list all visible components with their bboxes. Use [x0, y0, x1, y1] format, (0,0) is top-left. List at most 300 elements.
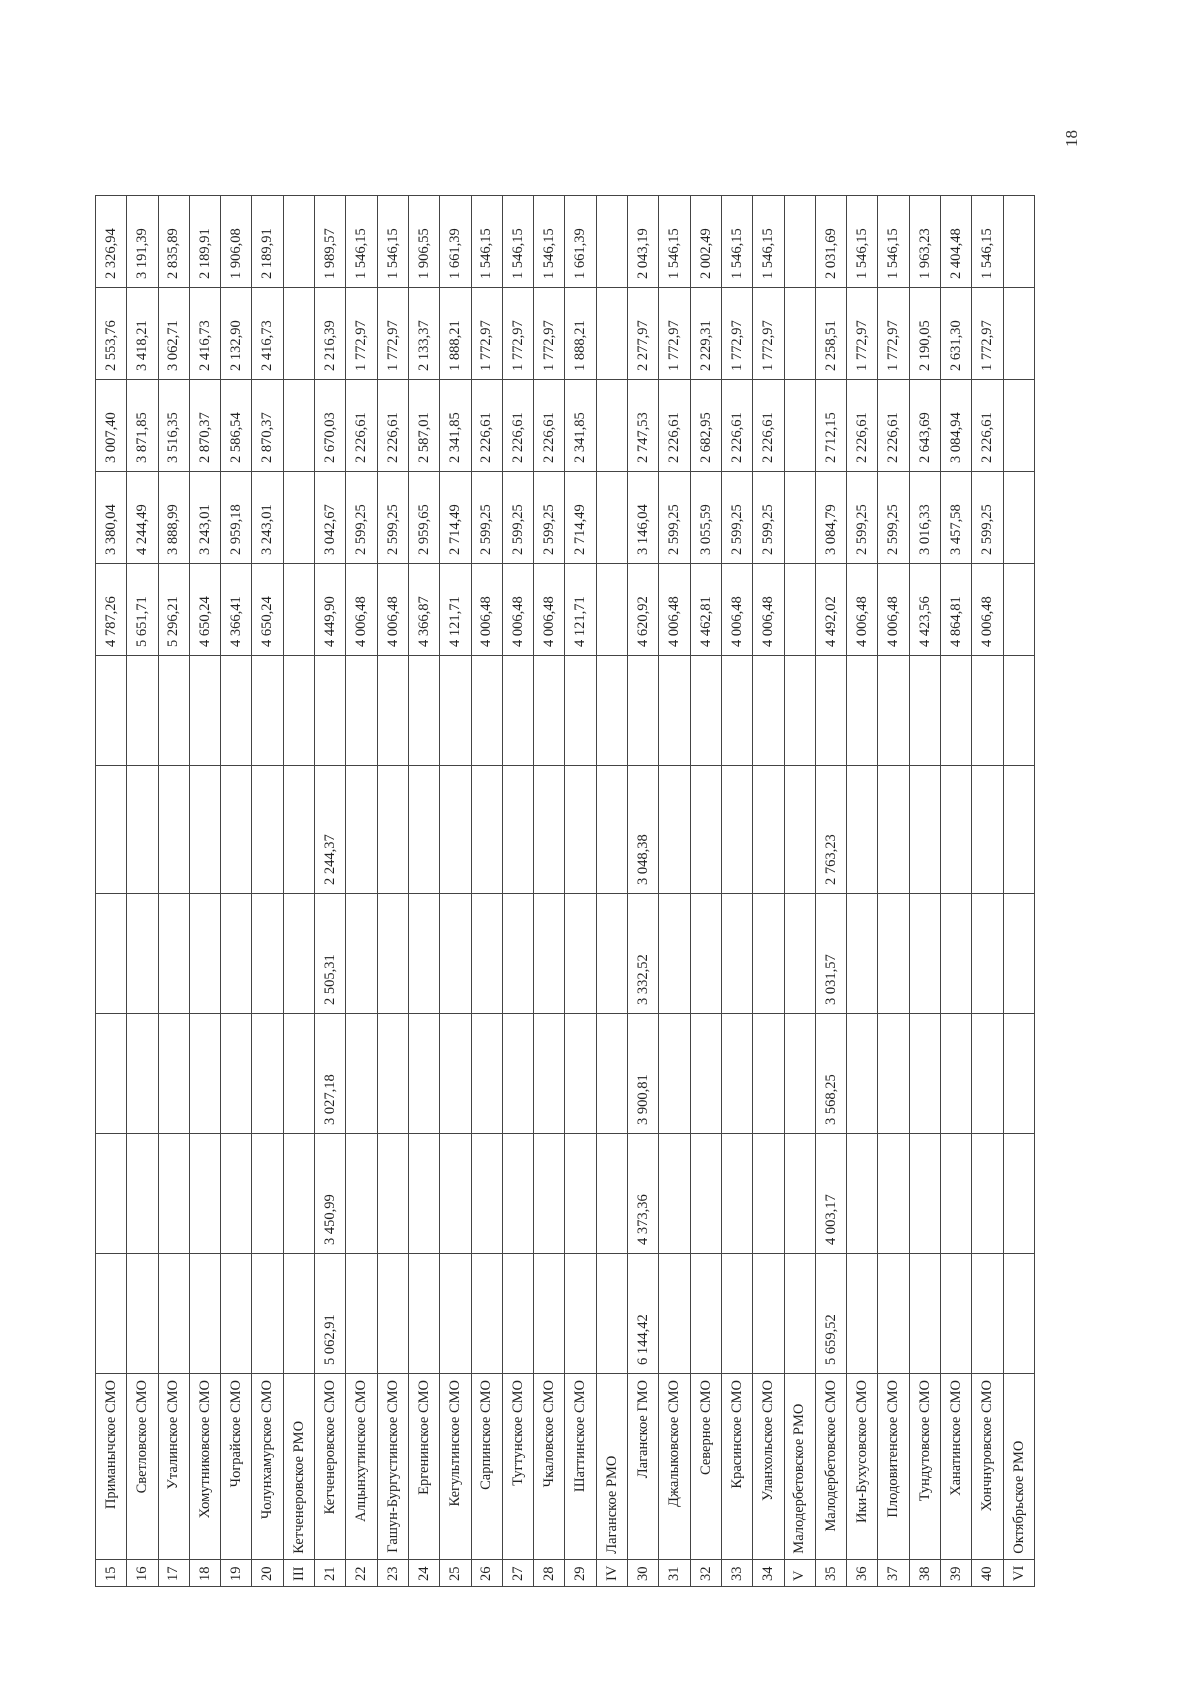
- value-cell: 3 888,99: [158, 472, 189, 564]
- value-cell: [596, 380, 627, 472]
- row-number: 34: [753, 1559, 784, 1586]
- value-cell: 2 599,25: [878, 472, 909, 564]
- value-cell: [440, 1254, 471, 1374]
- value-cell: [283, 564, 314, 656]
- table-row: [96, 196, 127, 1587]
- value-cell: 2 870,37: [189, 380, 220, 472]
- value-cell: [252, 1134, 283, 1254]
- value-cell: 4 006,48: [878, 564, 909, 656]
- value-cell: 3 146,04: [628, 472, 659, 564]
- row-number: 36: [847, 1559, 878, 1586]
- value-cell: [628, 656, 659, 766]
- row-number: 27: [502, 1559, 533, 1586]
- value-cell: [471, 894, 502, 1014]
- value-cell: [502, 1014, 533, 1134]
- value-cell: 1 546,15: [753, 196, 784, 288]
- municipality-name: Чолунхамурское СМО: [252, 1374, 283, 1560]
- value-cell: 1 963,23: [909, 196, 940, 288]
- value-cell: 2 599,25: [534, 472, 565, 564]
- value-cell: [283, 766, 314, 894]
- row-number: 37: [878, 1559, 909, 1586]
- table-row: [690, 196, 721, 1587]
- row-number: 32: [690, 1559, 721, 1586]
- table-row: [878, 196, 909, 1587]
- value-cell: [127, 766, 158, 894]
- value-cell: 2 226,61: [753, 380, 784, 472]
- row-number: 39: [941, 1559, 972, 1586]
- value-cell: [596, 564, 627, 656]
- value-cell: 1 772,97: [471, 288, 502, 380]
- value-cell: [784, 1014, 815, 1134]
- value-cell: [471, 766, 502, 894]
- value-cell: 4 423,56: [909, 564, 940, 656]
- municipality-name: Хомутниковское СМО: [189, 1374, 220, 1560]
- table-row: [221, 196, 252, 1587]
- value-cell: [972, 656, 1003, 766]
- value-cell: 4 006,48: [471, 564, 502, 656]
- value-cell: [847, 1134, 878, 1254]
- value-cell: [189, 766, 220, 894]
- row-number: 18: [189, 1559, 220, 1586]
- value-cell: [690, 766, 721, 894]
- value-cell: 2 031,69: [815, 196, 846, 288]
- value-cell: [1003, 1254, 1034, 1374]
- district-name: Кетченеровское РМО: [283, 1374, 314, 1560]
- value-cell: 2 404,48: [941, 196, 972, 288]
- table-row: [565, 196, 596, 1587]
- value-cell: 2 670,03: [315, 380, 346, 472]
- value-cell: 3 016,33: [909, 472, 940, 564]
- table-group-row: [283, 196, 314, 1587]
- value-cell: [346, 766, 377, 894]
- value-cell: [283, 288, 314, 380]
- table-row: [847, 196, 878, 1587]
- value-cell: 1 772,97: [721, 288, 752, 380]
- value-cell: [1003, 288, 1034, 380]
- value-cell: [1003, 380, 1034, 472]
- value-cell: [408, 1254, 439, 1374]
- row-number: 38: [909, 1559, 940, 1586]
- row-number: 23: [377, 1559, 408, 1586]
- value-cell: [408, 894, 439, 1014]
- value-cell: 2 712,15: [815, 380, 846, 472]
- table-row: [628, 196, 659, 1587]
- value-cell: 4 366,87: [408, 564, 439, 656]
- table-row: [252, 196, 283, 1587]
- value-cell: 1 772,97: [502, 288, 533, 380]
- value-cell: 1 661,39: [440, 196, 471, 288]
- value-cell: 4 449,90: [315, 564, 346, 656]
- value-cell: 3 332,52: [628, 894, 659, 1014]
- row-number: 35: [815, 1559, 846, 1586]
- value-cell: 1 546,15: [721, 196, 752, 288]
- value-cell: 3 243,01: [189, 472, 220, 564]
- value-cell: 4 787,26: [96, 564, 127, 656]
- row-number: 16: [127, 1559, 158, 1586]
- value-cell: [941, 894, 972, 1014]
- value-cell: [596, 766, 627, 894]
- value-cell: [784, 472, 815, 564]
- municipality-name: Ханатинское СМО: [941, 1374, 972, 1560]
- district-name: Малодербетовское РМО: [784, 1374, 815, 1560]
- value-cell: 3 042,67: [315, 472, 346, 564]
- value-cell: [346, 1014, 377, 1134]
- value-cell: [753, 894, 784, 1014]
- value-cell: [784, 656, 815, 766]
- value-cell: [659, 1134, 690, 1254]
- value-cell: 2 132,90: [221, 288, 252, 380]
- value-cell: [346, 1134, 377, 1254]
- value-cell: [753, 656, 784, 766]
- value-cell: [878, 894, 909, 1014]
- value-cell: [1003, 1014, 1034, 1134]
- value-cell: [534, 894, 565, 1014]
- value-cell: [252, 1254, 283, 1374]
- value-cell: 2 226,61: [502, 380, 533, 472]
- table-row: [127, 196, 158, 1587]
- value-cell: [909, 894, 940, 1014]
- value-cell: 3 062,71: [158, 288, 189, 380]
- page-number: 18: [1062, 130, 1081, 147]
- value-cell: 1 546,15: [878, 196, 909, 288]
- value-cell: 1 772,97: [346, 288, 377, 380]
- value-cell: [158, 1134, 189, 1254]
- value-cell: [346, 894, 377, 1014]
- municipality-name: Плодовитенское СМО: [878, 1374, 909, 1560]
- value-cell: 3 380,04: [96, 472, 127, 564]
- row-number: 30: [628, 1559, 659, 1586]
- value-cell: 4 006,48: [346, 564, 377, 656]
- value-cell: 3 450,99: [315, 1134, 346, 1254]
- value-cell: 2 714,49: [440, 472, 471, 564]
- value-cell: [972, 1254, 1003, 1374]
- value-cell: [941, 1134, 972, 1254]
- municipality-name: Хончнуровское СМО: [972, 1374, 1003, 1560]
- value-cell: 2 870,37: [252, 380, 283, 472]
- value-cell: [721, 1014, 752, 1134]
- value-cell: 5 062,91: [315, 1254, 346, 1374]
- row-number: 22: [346, 1559, 377, 1586]
- value-cell: 2 190,05: [909, 288, 940, 380]
- value-cell: [252, 894, 283, 1014]
- value-cell: [878, 1134, 909, 1254]
- value-cell: 6 144,42: [628, 1254, 659, 1374]
- value-cell: [847, 656, 878, 766]
- value-cell: [408, 1014, 439, 1134]
- value-cell: 2 244,37: [315, 766, 346, 894]
- value-cell: 4 006,48: [847, 564, 878, 656]
- value-cell: 3 084,94: [941, 380, 972, 472]
- value-cell: 1 546,15: [471, 196, 502, 288]
- value-cell: [784, 564, 815, 656]
- municipality-name: Чограйское СМО: [221, 1374, 252, 1560]
- value-cell: [565, 766, 596, 894]
- value-cell: [690, 894, 721, 1014]
- value-cell: [878, 766, 909, 894]
- value-cell: [596, 1014, 627, 1134]
- value-cell: [784, 380, 815, 472]
- value-cell: [753, 1254, 784, 1374]
- row-number: 24: [408, 1559, 439, 1586]
- value-cell: [847, 1254, 878, 1374]
- value-cell: [596, 656, 627, 766]
- value-cell: 1 546,15: [534, 196, 565, 288]
- value-cell: [283, 1014, 314, 1134]
- value-cell: [847, 766, 878, 894]
- value-cell: 4 373,36: [628, 1134, 659, 1254]
- value-cell: [1003, 564, 1034, 656]
- value-cell: 2 586,54: [221, 380, 252, 472]
- value-cell: [1003, 196, 1034, 288]
- value-cell: [690, 656, 721, 766]
- row-number: IV: [596, 1559, 627, 1586]
- value-cell: 4 620,92: [628, 564, 659, 656]
- value-cell: [408, 766, 439, 894]
- value-cell: 2 682,95: [690, 380, 721, 472]
- table-group-row: [1003, 196, 1034, 1587]
- value-cell: [972, 766, 1003, 894]
- value-cell: [377, 656, 408, 766]
- value-cell: [1003, 656, 1034, 766]
- value-cell: [96, 1254, 127, 1374]
- value-cell: 2 599,25: [721, 472, 752, 564]
- value-cell: [565, 894, 596, 1014]
- value-cell: 2 763,23: [815, 766, 846, 894]
- value-cell: 3 055,59: [690, 472, 721, 564]
- table-row: [941, 196, 972, 1587]
- table-row: [815, 196, 846, 1587]
- value-cell: 4 864,81: [941, 564, 972, 656]
- value-cell: 2 326,94: [96, 196, 127, 288]
- value-cell: 1 772,97: [753, 288, 784, 380]
- value-cell: 1 906,08: [221, 196, 252, 288]
- value-cell: 1 546,15: [972, 196, 1003, 288]
- value-cell: [283, 380, 314, 472]
- value-cell: [502, 656, 533, 766]
- value-cell: 2 226,61: [721, 380, 752, 472]
- value-cell: [502, 1134, 533, 1254]
- table-group-row: [784, 196, 815, 1587]
- value-cell: [753, 1014, 784, 1134]
- value-cell: [534, 1134, 565, 1254]
- value-cell: 4 121,71: [440, 564, 471, 656]
- row-number: 17: [158, 1559, 189, 1586]
- value-cell: 4 003,17: [815, 1134, 846, 1254]
- value-cell: [659, 766, 690, 894]
- table-row: [440, 196, 471, 1587]
- value-cell: 4 650,24: [189, 564, 220, 656]
- table-row: [189, 196, 220, 1587]
- municipality-name: Тугтунское СМО: [502, 1374, 533, 1560]
- value-cell: [878, 1254, 909, 1374]
- value-cell: [909, 1014, 940, 1134]
- value-cell: [283, 196, 314, 288]
- value-cell: [941, 1254, 972, 1374]
- value-cell: 1 546,15: [659, 196, 690, 288]
- value-cell: [346, 1254, 377, 1374]
- value-cell: 2 599,25: [753, 472, 784, 564]
- value-cell: [221, 656, 252, 766]
- value-cell: 2 747,53: [628, 380, 659, 472]
- value-cell: 4 650,24: [252, 564, 283, 656]
- table-row: [471, 196, 502, 1587]
- value-cell: 2 277,97: [628, 288, 659, 380]
- value-cell: 1 888,21: [565, 288, 596, 380]
- value-cell: [596, 1254, 627, 1374]
- municipality-name: Чкаловское СМО: [534, 1374, 565, 1560]
- value-cell: [596, 894, 627, 1014]
- row-number: 31: [659, 1559, 690, 1586]
- value-cell: 2 631,30: [941, 288, 972, 380]
- value-cell: [221, 1134, 252, 1254]
- value-cell: [972, 1134, 1003, 1254]
- value-cell: [659, 656, 690, 766]
- table-row: [502, 196, 533, 1587]
- row-number: 25: [440, 1559, 471, 1586]
- value-cell: [346, 656, 377, 766]
- value-cell: 4 492,02: [815, 564, 846, 656]
- value-cell: [471, 1134, 502, 1254]
- value-cell: [596, 288, 627, 380]
- district-name: Октябрьское РМО: [1003, 1374, 1034, 1560]
- value-cell: [408, 656, 439, 766]
- value-cell: [941, 1014, 972, 1134]
- row-number: VI: [1003, 1559, 1034, 1586]
- value-cell: [315, 656, 346, 766]
- value-cell: 1 661,39: [565, 196, 596, 288]
- value-cell: 3 031,57: [815, 894, 846, 1014]
- value-cell: 2 226,61: [534, 380, 565, 472]
- value-cell: [596, 1134, 627, 1254]
- table-row: [972, 196, 1003, 1587]
- municipality-name: Шаттинское СМО: [565, 1374, 596, 1560]
- value-cell: [471, 1014, 502, 1134]
- value-cell: 1 888,21: [440, 288, 471, 380]
- value-cell: 3 516,35: [158, 380, 189, 472]
- value-cell: 2 599,25: [377, 472, 408, 564]
- value-cell: [283, 472, 314, 564]
- table-body: [96, 196, 1035, 1587]
- value-cell: 4 006,48: [502, 564, 533, 656]
- value-cell: [283, 894, 314, 1014]
- row-number: 21: [315, 1559, 346, 1586]
- municipality-name: Светловское СМО: [127, 1374, 158, 1560]
- value-cell: [878, 1014, 909, 1134]
- table-row: [158, 196, 189, 1587]
- value-cell: [158, 1014, 189, 1134]
- value-cell: [221, 1254, 252, 1374]
- municipality-name: Уланхольское СМО: [753, 1374, 784, 1560]
- value-cell: 1 546,15: [502, 196, 533, 288]
- value-cell: [534, 1254, 565, 1374]
- row-number: 28: [534, 1559, 565, 1586]
- value-cell: 2 643,69: [909, 380, 940, 472]
- municipality-name: Сарпинское СМО: [471, 1374, 502, 1560]
- value-cell: [690, 1254, 721, 1374]
- row-number: 19: [221, 1559, 252, 1586]
- value-cell: [189, 894, 220, 1014]
- value-cell: [534, 766, 565, 894]
- value-cell: [972, 1014, 1003, 1134]
- value-cell: [189, 656, 220, 766]
- value-cell: 2 599,25: [471, 472, 502, 564]
- value-cell: [721, 1134, 752, 1254]
- value-cell: [502, 766, 533, 894]
- value-cell: [471, 1254, 502, 1374]
- table-row: [408, 196, 439, 1587]
- value-cell: [784, 1134, 815, 1254]
- value-cell: [502, 1254, 533, 1374]
- value-cell: 2 587,01: [408, 380, 439, 472]
- value-cell: 2 599,25: [972, 472, 1003, 564]
- value-cell: [158, 656, 189, 766]
- municipality-name: Приманычское СМО: [96, 1374, 127, 1560]
- value-cell: [158, 766, 189, 894]
- value-cell: [377, 1134, 408, 1254]
- municipality-name: Красинское СМО: [721, 1374, 752, 1560]
- value-cell: [283, 1254, 314, 1374]
- value-cell: [189, 1134, 220, 1254]
- row-number: 26: [471, 1559, 502, 1586]
- value-cell: 4 006,48: [659, 564, 690, 656]
- row-number: 15: [96, 1559, 127, 1586]
- value-cell: [659, 1254, 690, 1374]
- value-cell: [158, 1254, 189, 1374]
- value-cell: [96, 894, 127, 1014]
- value-cell: 2 835,89: [158, 196, 189, 288]
- value-cell: 4 006,48: [721, 564, 752, 656]
- municipality-name: Тундутовское СМО: [909, 1374, 940, 1560]
- value-cell: 3 048,38: [628, 766, 659, 894]
- value-cell: [408, 1134, 439, 1254]
- value-cell: [753, 766, 784, 894]
- value-cell: [909, 656, 940, 766]
- value-cell: [440, 656, 471, 766]
- value-cell: [252, 656, 283, 766]
- value-cell: 3 900,81: [628, 1014, 659, 1134]
- municipality-name: Алцынхутинское СМО: [346, 1374, 377, 1560]
- value-cell: 2 189,91: [252, 196, 283, 288]
- value-cell: 4 006,48: [534, 564, 565, 656]
- value-cell: [784, 894, 815, 1014]
- value-cell: [534, 656, 565, 766]
- district-name: Лаганское РМО: [596, 1374, 627, 1560]
- value-cell: [690, 1134, 721, 1254]
- municipality-name: Северное СМО: [690, 1374, 721, 1560]
- value-cell: [221, 1014, 252, 1134]
- municipality-name: Гашун-Бургустинское СМО: [377, 1374, 408, 1560]
- table-row: [659, 196, 690, 1587]
- value-cell: 4 244,49: [127, 472, 158, 564]
- value-cell: [1003, 1134, 1034, 1254]
- value-cell: [127, 894, 158, 1014]
- value-cell: [784, 766, 815, 894]
- value-cell: [1003, 472, 1034, 564]
- table-row: [534, 196, 565, 1587]
- value-cell: [96, 1014, 127, 1134]
- value-cell: 2 959,18: [221, 472, 252, 564]
- table-group-row: [596, 196, 627, 1587]
- value-cell: 2 599,25: [847, 472, 878, 564]
- value-cell: 3 243,01: [252, 472, 283, 564]
- value-cell: [659, 1014, 690, 1134]
- value-cell: [189, 1014, 220, 1134]
- value-cell: [909, 1134, 940, 1254]
- value-cell: 5 296,21: [158, 564, 189, 656]
- value-cell: 3 457,58: [941, 472, 972, 564]
- value-cell: [534, 1014, 565, 1134]
- value-cell: [221, 894, 252, 1014]
